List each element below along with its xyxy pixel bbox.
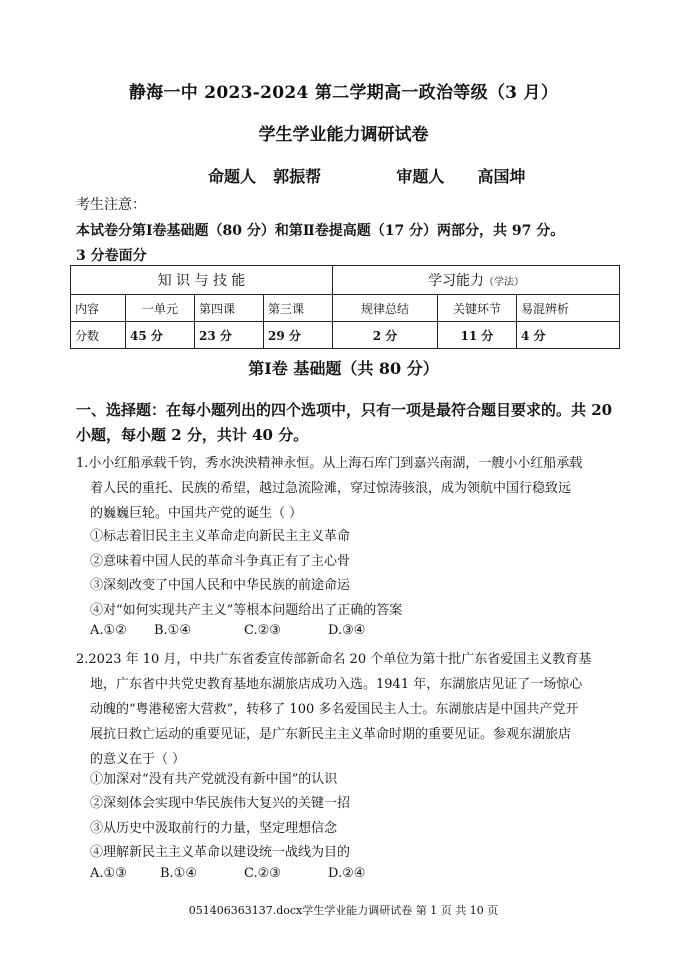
question-2-option: ③从历史中汲取前行的力量，坚定理想信念 xyxy=(90,821,338,836)
section-title: 第Ⅰ卷 基础题（共 80 分） xyxy=(248,359,439,378)
question-1-answers xyxy=(90,623,365,638)
question-1-stem xyxy=(76,451,621,526)
question-1-option: ④对“如何实现共产主义”等根本问题给出了正确的答案 xyxy=(90,603,403,618)
reviewer-name: 高国坤 xyxy=(477,167,526,186)
table-cell: 45 分 xyxy=(126,322,195,349)
answer-choice: B.①④ xyxy=(154,623,191,638)
table-cell: 关键环节 xyxy=(438,295,517,322)
question-line: 1.小小红船承载千钧，秀水泱泱精神永恒。从上海石库门到嘉兴南湖，一艘小小红船承载 xyxy=(76,456,583,471)
table-group-ability xyxy=(333,266,620,295)
ability-sub-label: （学法） xyxy=(484,277,524,288)
table-cell: 第三课 xyxy=(264,295,333,322)
table-header-row xyxy=(71,266,620,295)
author-line xyxy=(208,164,526,187)
question-line: 的意义在于（ ） xyxy=(90,752,186,767)
table-row xyxy=(71,322,620,349)
question-line: 着人民的重托、民族的希望，越过急流险滩，穿过惊涛骇浪，成为领航中国行稳致远 xyxy=(90,481,572,496)
answer-choice: C.②③ xyxy=(244,866,281,881)
question-1-option: ①标志着旧民主主义革命走向新民主主义革命 xyxy=(90,529,351,544)
answer-choice: B.①④ xyxy=(160,866,197,881)
table-cell: 内容 xyxy=(71,295,126,322)
answer-choice: C.②③ xyxy=(244,623,281,638)
answer-choice: A.①③ xyxy=(90,866,127,881)
notice-heading: 考生注意： xyxy=(76,197,146,213)
answer-choice: D.②④ xyxy=(328,866,366,881)
exam-title: 静海一中 2023-2024 第二学期高一政治等级（3 月） xyxy=(128,83,559,103)
table-cell: 11 分 xyxy=(438,322,517,349)
table-cell: 29 分 xyxy=(264,322,333,349)
table-row xyxy=(71,295,620,322)
answer-choice: D.③④ xyxy=(328,623,366,638)
page-footer: 051406363137.docx学生学业能力调研试卷 第 1 页 共 10 页 xyxy=(188,904,499,917)
author-name: 郭振帮 xyxy=(273,167,322,186)
score-table xyxy=(70,265,620,349)
section-intro: 一、选择题：在每小题列出的四个选项中，只有一项是最符合题目要求的。共 20 小题，每小题 2 分，共计 40 分。 xyxy=(76,401,613,444)
table-cell: 第四课 xyxy=(195,295,264,322)
question-1-option: ②意味着中国人民的革命斗争真正有了主心骨 xyxy=(90,554,351,569)
question-2-option: ①加深对“没有共产党就没有新中国”的认识 xyxy=(90,772,338,787)
question-2-option: ④理解新民主主义革命以建设统一战线为目的 xyxy=(90,845,351,860)
table-cell: 一单元 xyxy=(126,295,195,322)
reviewer-label: 审题人 xyxy=(396,167,445,186)
table-cell: 规律总结 xyxy=(333,295,438,322)
table-group-knowledge: 知 识 与 技 能 xyxy=(71,266,333,295)
ability-label: 学习能力 xyxy=(428,273,484,289)
question-line: 展抗日救亡运动的重要见证，是广东新民主主义革命时期的重要见证。参观东湖旅店 xyxy=(90,727,572,742)
question-2-answers xyxy=(90,866,365,881)
table-cell: 4 分 xyxy=(517,322,620,349)
table-cell: 分数 xyxy=(71,322,126,349)
question-2-stem xyxy=(76,647,621,772)
question-line: 2.2023 年 10 月，中共广东省委宣传部新命名 20 个单位为第十批广东省爱国主义教育基 xyxy=(76,652,592,667)
table-cell: 2 分 xyxy=(333,322,438,349)
table-cell: 易混辨析 xyxy=(517,295,620,322)
exam-subtitle: 学生学业能力调研试卷 xyxy=(258,125,429,145)
question-line: 的巍巍巨轮。中国共产党的诞生（ ） xyxy=(90,506,303,521)
notice-line-1: 本试卷分第Ⅰ卷基础题（80 分）和第Ⅱ卷提高题（17 分）两部分，共 97 分。 xyxy=(76,223,565,239)
question-2-option: ②深刻体会实现中华民族伟大复兴的关键一招 xyxy=(90,796,351,811)
author-label: 命题人 xyxy=(208,167,257,186)
question-line: 动魄的“粤港秘密大营救”，转移了 100 多名爱国民主人士。东湖旅店是中国共产党开 xyxy=(90,702,579,717)
notice-line-2: 3 分卷面分 xyxy=(76,248,147,264)
answer-choice: A.①② xyxy=(90,623,127,638)
question-line: 地，广东省中共党史教育基地东湖旅店成功入选。1941 年，东湖旅店见证了一场惊心 xyxy=(90,677,583,692)
question-1-option: ③深刻改变了中国人民和中华民族的前途命运 xyxy=(90,578,351,593)
table-cell: 23 分 xyxy=(195,322,264,349)
